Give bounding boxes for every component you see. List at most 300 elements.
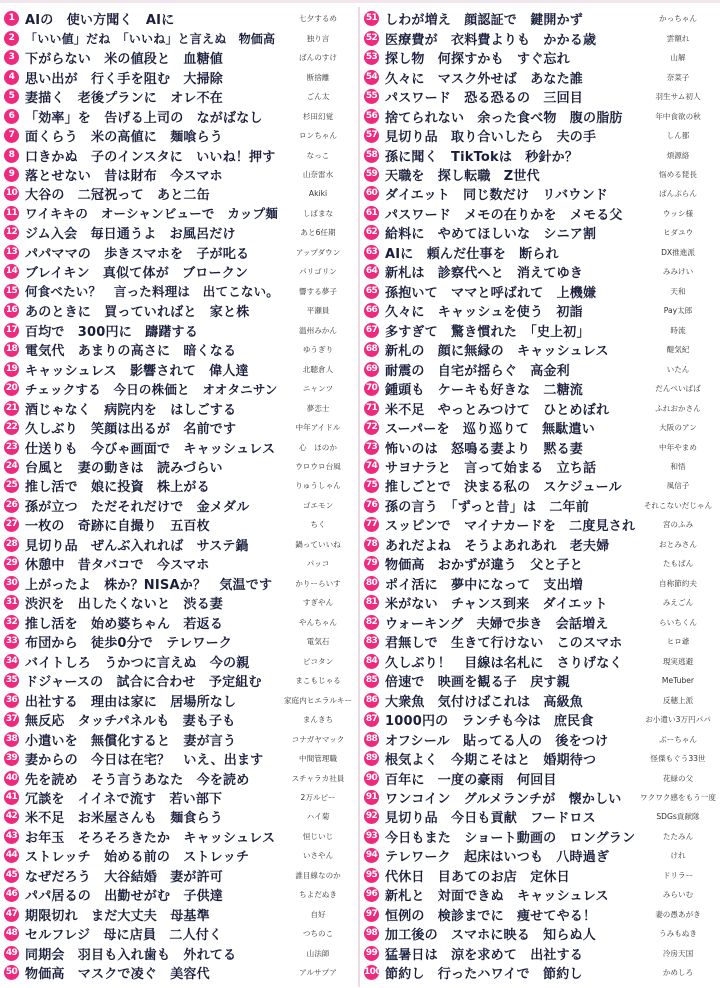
senryu-text: 休憩中 昔タバコで 今スマホ: [25, 558, 210, 574]
senryu-row: [4, 632, 356, 651]
author-name: 風信子: [666, 481, 690, 491]
senryu-text: 代休日 目あてのお店 定休日: [385, 869, 570, 885]
author-name: ロンちゃん: [299, 131, 337, 141]
author-name: 平瀬員: [306, 306, 330, 316]
senryu-row: [4, 768, 356, 787]
senryu-text: ワイキキの オーシャンビューで カップ麺: [25, 206, 279, 222]
rank-badge: 10: [4, 186, 19, 201]
senryu-text: 物価高 マスクで凌ぐ 美容代: [25, 967, 210, 983]
senryu-row: [364, 574, 716, 593]
senryu-text: 無反応 タッチパネルも 妻も子も: [25, 714, 236, 730]
senryu-text: 新札と 対面できぬ キャッシュレス: [385, 889, 609, 905]
senryu-text: セルフレジ 母に店員 二人付く: [25, 928, 223, 944]
senryu-row: [364, 613, 716, 632]
senryu-text: 見切り品 ぜんぶ入れれば サステ鍋: [25, 538, 249, 554]
author-name: 家庭内ヒエラルキー: [283, 695, 353, 705]
rank-badge: 5: [4, 89, 19, 104]
rank-badge: 76: [364, 498, 379, 513]
rank-badge: 4: [4, 70, 19, 85]
rank-badge: 58: [364, 148, 379, 163]
rank-badge: 36: [4, 693, 19, 708]
senryu-row: [4, 535, 356, 554]
author-name: つちのこ: [302, 929, 334, 939]
rank-badge: 90: [364, 771, 379, 786]
senryu-text: パスワード 恐る恐るの 三回目: [385, 91, 584, 107]
senryu-text: 口きかぬ 子のインスタに いいね！押す: [25, 149, 276, 165]
senryu-text: 久々に マスク外せば あなた誰: [385, 71, 584, 87]
author-name: ぱんぷらん: [659, 189, 697, 199]
senryu-row: [4, 924, 356, 943]
rank-badge: 72: [364, 420, 379, 435]
senryu-row: [364, 807, 716, 826]
senryu-row: [4, 379, 356, 398]
senryu-text: 布団から 徒歩0分で テレワーク: [25, 636, 232, 652]
senryu-text: 電気代 あまりの高さに 暗くなる: [25, 344, 237, 360]
author-name: 中間管理職: [299, 754, 337, 764]
rank-badge: 44: [4, 848, 19, 863]
senryu-text: 酒じゃなく 病院内を はしごする: [25, 402, 237, 418]
rank-badge: 13: [4, 245, 19, 260]
rank-badge: 66: [364, 303, 379, 318]
author-name: ゆうぎり: [302, 345, 334, 355]
senryu-text: パパママの 歩きスマホを 子が叱る: [25, 246, 250, 262]
senryu-row: [364, 418, 716, 437]
author-name: 山奈雷水: [302, 169, 334, 179]
author-name: ヒダユウ: [662, 228, 694, 238]
rank-badge: 75: [364, 478, 379, 493]
senryu-text: 米不足 やっとみつけて ひとめぼれ: [385, 402, 610, 418]
author-name: 和悟: [670, 462, 686, 472]
rank-badge: 63: [364, 245, 379, 260]
author-name: 2万ルピー: [300, 792, 336, 802]
senryu-text: お年玉 そろそろきたか キャッシュレス: [25, 830, 276, 846]
rank-badge: 8: [4, 148, 19, 163]
senryu-row: [364, 651, 716, 670]
author-name: MeTuber: [661, 676, 695, 686]
senryu-text: 久しぶり 笑顔は出るが 名前です: [25, 422, 237, 438]
rank-badge: 55: [364, 89, 379, 104]
senryu-text: 下がらない 米の値段と 血糖値: [25, 52, 224, 68]
rank-badge: 2: [4, 31, 19, 46]
senryu-row: [364, 67, 716, 86]
rank-badge: 84: [364, 654, 379, 669]
author-name: たたみん: [662, 831, 694, 841]
senryu-row: [364, 496, 716, 515]
rank-badge: 57: [364, 128, 379, 143]
author-name: 怪傑もぐう33世: [650, 754, 706, 764]
senryu-row: [4, 515, 356, 534]
senryu-text: 「効率」を 告げる上司の ながばなし: [25, 110, 263, 126]
senryu-row: [364, 554, 716, 573]
rank-badge: 29: [4, 556, 19, 571]
senryu-text: 物価高 おかずが違う 父と子と: [385, 558, 584, 574]
author-name: SDGs貢献隊: [656, 812, 700, 822]
senryu-text: 冗談を イイネで流す 若い部下: [25, 791, 223, 807]
author-name: お小遣い3万円パパ: [645, 715, 711, 725]
senryu-text: 面くらう 米の高値に 麺喰らう: [25, 130, 224, 146]
rank-badge: 82: [364, 615, 379, 630]
senryu-row: [364, 340, 716, 359]
rank-badge: 87: [364, 712, 379, 727]
rank-badge: 47: [4, 907, 19, 922]
senryu-row: [4, 866, 356, 885]
rank-badge: 22: [4, 420, 19, 435]
rank-badge: 89: [364, 751, 379, 766]
senryu-text: ワンコイン グルメランチが 懐かしい: [385, 791, 622, 807]
author-name: 自称節約夫: [659, 578, 697, 588]
author-name: ドリラー: [662, 870, 694, 880]
rank-badge: 40: [4, 771, 19, 786]
senryu-row: [4, 359, 356, 378]
rank-badge: 23: [4, 440, 19, 455]
senryu-text: サヨナラと 言って始まる 立ち話: [385, 461, 597, 477]
senryu-text: 見切り品 今日も貢献 フードロス: [385, 811, 596, 827]
column-left: [4, 9, 356, 983]
author-name: ぶーちゃん: [659, 734, 697, 744]
author-name: しん都: [666, 131, 690, 141]
senryu-row: [364, 184, 716, 203]
author-name: 花緑の父: [662, 773, 694, 783]
senryu-row: [4, 106, 356, 125]
author-name: パリゴリン: [299, 267, 337, 277]
author-name: まんきち: [302, 715, 334, 725]
author-name: 冷房天国: [662, 948, 694, 958]
senryu-row: [364, 301, 716, 320]
senryu-row: [4, 282, 356, 301]
author-name: ウッシ様: [662, 208, 694, 218]
senryu-row: [364, 729, 716, 748]
senryu-row: [364, 28, 716, 47]
rank-badge: 18: [4, 342, 19, 357]
rank-badge: 1: [4, 11, 19, 26]
senryu-text: ポイ活に 夢中になって 支出増: [385, 577, 584, 593]
senryu-text: チェックする 今日の株価と オオタニサン: [25, 381, 278, 397]
senryu-row: [4, 651, 356, 670]
senryu-text: 給料に やめてほしいな シニア割: [385, 227, 597, 243]
senryu-text: 一枚の 奇跡に自撮り 五百枚: [25, 519, 210, 535]
senryu-text: 思い出が 行く手を阻む 大掃除: [25, 71, 224, 87]
senryu-row: [4, 593, 356, 612]
senryu-row: [364, 223, 716, 242]
senryu-text: 猛暑日は 涼を求めて 出社する: [385, 947, 584, 963]
senryu-row: [4, 418, 356, 437]
senryu-text: ウォーキング 夫婦で歩き 会話増え: [385, 616, 609, 632]
author-name: かっちゃん: [659, 14, 697, 24]
author-name: いさやん: [302, 851, 334, 861]
senryu-text: AIに 頼んだ仕事を 断られ: [385, 246, 559, 262]
rank-badge: 38: [4, 732, 19, 747]
author-name: 中年やまめ: [659, 442, 697, 452]
author-name: みみけい: [662, 267, 694, 277]
author-name: らいちくん: [659, 617, 697, 627]
author-name: だんぺいばば: [655, 384, 701, 394]
senryu-row: [364, 282, 716, 301]
senryu-text: 百年に 一度の豪雨 何回目: [385, 772, 557, 788]
senryu-text: 久々に キャッシュを使う 初詣: [385, 305, 583, 321]
senryu-text: パパ居るの 出勤せがむ 子供達: [25, 889, 224, 905]
senryu-row: [364, 476, 716, 495]
column-right: [364, 9, 716, 983]
rank-badge: 39: [4, 751, 19, 766]
senryu-row: [364, 535, 716, 554]
senryu-row: [364, 262, 716, 281]
author-name: 夢恋士: [306, 403, 330, 413]
rank-badge: 60: [364, 186, 379, 201]
rank-badge: 37: [4, 712, 19, 727]
author-name: 山解: [670, 53, 686, 63]
senryu-text: 米がない チャンス到来 ダイエット: [385, 597, 608, 613]
senryu-text: 耐震の 自宅が揺らぐ 高金利: [385, 363, 570, 379]
author-name: かりーらいす: [295, 578, 341, 588]
rank-badge: 3: [4, 50, 19, 65]
senryu-row: [364, 749, 716, 768]
senryu-text: 小遣いを 無償化すると 妻が言う: [25, 733, 237, 749]
author-name: ヒロ爺: [666, 637, 690, 647]
author-name: まこもじゃる: [295, 676, 341, 686]
senryu-row: [364, 106, 716, 125]
rank-badge: 53: [364, 50, 379, 65]
senryu-row: [364, 710, 716, 729]
rank-badge: 70: [364, 381, 379, 396]
senryu-text: 怖いのは 怒鳴る妻より 黙る妻: [385, 441, 584, 457]
rank-badge: 20: [4, 381, 19, 396]
rank-badge: 67: [364, 323, 379, 338]
author-name: アップダウン: [295, 247, 341, 257]
senryu-row: [4, 126, 356, 145]
senryu-text: 何食べたい？ 言った料理は 出てこない。: [25, 284, 280, 300]
author-name: ビコタン: [302, 656, 334, 666]
rank-badge: 52: [364, 31, 379, 46]
senryu-text: なぜだろう 大谷結婚 妻が許可: [25, 869, 224, 885]
rank-badge: 33: [4, 634, 19, 649]
senryu-row: [364, 768, 716, 787]
author-name: 悩める琵長: [659, 169, 697, 179]
author-name: やんちゃん: [299, 617, 337, 627]
senryu-text: 鍾頭も ケーキも好きな 二糖流: [385, 383, 584, 399]
rank-badge: 46: [4, 887, 19, 902]
author-name: 温州みかん: [299, 325, 337, 335]
senryu-row: [364, 866, 716, 885]
rank-badge: 95: [364, 868, 379, 883]
senryu-text: 大谷の 二冠祝って あと二缶: [25, 188, 210, 204]
rank-badge: 21: [4, 401, 19, 416]
senryu-text: テレワーク 起床はいつも 八時過ぎ: [385, 850, 610, 866]
rank-badge: 43: [4, 829, 19, 844]
senryu-text: ドジャースの 試合に合わせ 予定組む: [25, 675, 262, 691]
rank-badge: 96: [364, 887, 379, 902]
column-divider: [358, 7, 360, 987]
rank-badge: 92: [364, 809, 379, 824]
senryu-row: [364, 379, 716, 398]
author-name: ちよだぬき: [299, 890, 337, 900]
rank-badge: 28: [4, 537, 19, 552]
author-name: 大阪のアン: [659, 423, 697, 433]
senryu-text: 今日もまた ショート動画の ロングラン: [385, 830, 636, 846]
author-name: いたん: [666, 364, 690, 374]
author-name: 断捨離: [306, 72, 330, 82]
author-name: おとみさん: [659, 539, 697, 549]
author-name: 現実逃避: [662, 656, 694, 666]
rank-badge: 12: [4, 225, 19, 240]
senryu-row: [4, 690, 356, 709]
author-name: ニャンツ: [302, 384, 334, 394]
senryu-row: [4, 437, 356, 456]
senryu-row: [364, 924, 716, 943]
author-name: それこないだじゃん: [643, 500, 713, 510]
senryu-row: [4, 9, 356, 28]
senryu-text: 天職を 探し転職 Z世代: [385, 168, 540, 184]
senryu-row: [4, 846, 356, 865]
author-name: 奈菜子: [666, 72, 690, 82]
rank-badge: 68: [364, 342, 379, 357]
author-name: すぎやん: [302, 598, 334, 608]
senryu-row: [4, 87, 356, 106]
author-name: みえごん: [662, 598, 694, 608]
senryu-row: [364, 457, 716, 476]
rank-badge: 50: [4, 965, 19, 980]
rank-badge: 64: [364, 264, 379, 279]
senryu-text: 恒例の 検診までに 痩せてやる！: [385, 908, 597, 924]
author-name: 北聴倉人: [302, 364, 334, 374]
senryu-text: AIの 使い方聞く AIに: [25, 13, 175, 29]
senryu-row: [364, 515, 716, 534]
senryu-text: 根気よく 今期こそはと 婚期待つ: [385, 753, 597, 769]
rank-badge: 97: [364, 907, 379, 922]
author-name: なっこ: [306, 150, 330, 160]
author-name: ウロウロ台風: [295, 462, 341, 472]
rank-badge: 14: [4, 264, 19, 279]
senryu-text: あれだよね そうよあれあれ 老夫婦: [385, 538, 610, 554]
rank-badge: 19: [4, 362, 19, 377]
senryu-text: 見切り品 取り合いしたら 夫の手: [385, 130, 597, 146]
senryu-row: [364, 846, 716, 865]
senryu-row: [4, 145, 356, 164]
author-name: 心 ほのか: [299, 442, 337, 452]
author-name: 時流: [670, 325, 686, 335]
senryu-text: 多すぎて 驚き慣れた 「史上初」: [385, 324, 590, 340]
senryu-text: 大衆魚 気付けばこれは 高級魚: [385, 694, 584, 710]
senryu-text: 上がったよ 株か？NISAか？ 気温です: [25, 577, 273, 593]
rank-badge: 17: [4, 323, 19, 338]
author-name: みらいむ: [662, 890, 694, 900]
author-name: たもばん: [662, 559, 694, 569]
senryu-row: [4, 67, 356, 86]
senryu-row: [4, 729, 356, 748]
rank-badge: 61: [364, 206, 379, 221]
senryu-row: [4, 476, 356, 495]
senryu-row: [4, 749, 356, 768]
rank-badge: 65: [364, 284, 379, 299]
senryu-text: スッピンで マイナカードを 二度見され: [385, 519, 636, 535]
author-name: ゴエモン: [302, 500, 334, 510]
senryu-text: 節約し 行ったハワイで 節約し: [385, 967, 583, 983]
senryu-row: [4, 398, 356, 417]
rank-badge: 25: [4, 478, 19, 493]
senryu-text: 妻からの 今日は在宅？ いえ、出ます: [25, 753, 264, 769]
author-name: あと6任期: [300, 228, 336, 238]
rank-badge: 30: [4, 576, 19, 591]
senryu-row: [4, 340, 356, 359]
rank-badge: 62: [364, 225, 379, 240]
rank-badge: 93: [364, 829, 379, 844]
senryu-text: 新札は 診察代へと 消えてゆき: [385, 266, 584, 282]
senryu-row: [4, 204, 356, 223]
senryu-text: 仕送りも 今びゃ画面で キャッシュレス: [25, 441, 276, 457]
author-name: 杉田幻覚: [302, 111, 334, 121]
author-name: 醍気紀: [666, 345, 690, 355]
author-name: ふれおかさん: [655, 403, 701, 413]
senryu-text: ダイエット 同じ数だけ リバウンド: [385, 188, 608, 204]
author-name: ハイ菊: [306, 812, 330, 822]
senryu-text: 百均で 300円に 躊躇する: [25, 324, 198, 340]
rank-badge: 69: [364, 362, 379, 377]
author-name: 響する夢子: [299, 286, 337, 296]
rank-badge: 86: [364, 693, 379, 708]
author-name: 独り言: [306, 33, 330, 43]
author-name: ちく: [310, 520, 326, 530]
rank-badge: 31: [4, 595, 19, 610]
author-name: 天和: [670, 286, 686, 296]
author-name: Pay太郎: [663, 306, 693, 316]
senryu-text: しわが増え 顔認証で 鍵開かず: [385, 13, 584, 29]
senryu-text: 孫に聞く TikTokは 秒針か？: [385, 149, 579, 165]
senryu-text: ストレッチ 始める前の ストレッチ: [25, 850, 250, 866]
senryu-row: [364, 48, 716, 67]
senryu-row: [4, 905, 356, 924]
senryu-row: [4, 262, 356, 281]
senryu-row: [364, 788, 716, 807]
senryu-row: [4, 671, 356, 690]
senryu-row: [364, 593, 716, 612]
rank-badge: 24: [4, 459, 19, 474]
senryu-row: [4, 574, 356, 593]
author-name: 妻の愚あがき: [655, 909, 701, 919]
senryu-row: [4, 710, 356, 729]
senryu-text: キャッシュレス 影響されて 偉人達: [25, 363, 249, 379]
senryu-text: 新札の 顔に無縁の キャッシュレス: [385, 344, 609, 360]
senryu-text: 同期会 羽目も入れ歯も 外れてる: [25, 947, 237, 963]
senryu-text: 落とせない 昔は財布 今スマホ: [25, 168, 223, 184]
rank-badge: 99: [364, 946, 379, 961]
author-name: しばまな: [302, 208, 334, 218]
senryu-row: [4, 165, 356, 184]
author-name: 雲額れ: [666, 33, 690, 43]
senryu-text: 1000円の ランチも今は 庶民食: [385, 714, 594, 730]
rank-badge: 56: [364, 109, 379, 124]
rank-badge: 54: [364, 70, 379, 85]
author-name: アルサプア: [299, 968, 337, 978]
senryu-row: [4, 243, 356, 262]
rank-badge: 7: [4, 128, 19, 143]
author-name: けれ: [670, 851, 686, 861]
rank-badge: 79: [364, 556, 379, 571]
rank-badge: 27: [4, 517, 19, 532]
rank-badge: 83: [364, 634, 379, 649]
rank-badge: 32: [4, 615, 19, 630]
senryu-row: [4, 301, 356, 320]
senryu-text: 医療費が 衣料費よりも かかる歳: [385, 32, 597, 48]
senryu-row: [364, 9, 716, 28]
senryu-text: 捨てられない 余った食べ物 腹の脂肪: [385, 110, 623, 126]
author-name: コナガヤマック: [291, 734, 345, 744]
senryu-row: [4, 554, 356, 573]
senryu-text: 倍速で 映画を観る子 戻す親: [385, 675, 570, 691]
rank-badge: 49: [4, 946, 19, 961]
author-name: ワクワク感をもう一度: [640, 792, 716, 802]
rank-badge: 35: [4, 673, 19, 688]
senryu-text: あのときに 買っていればと 家と株: [25, 305, 250, 321]
senryu-row: [364, 321, 716, 340]
